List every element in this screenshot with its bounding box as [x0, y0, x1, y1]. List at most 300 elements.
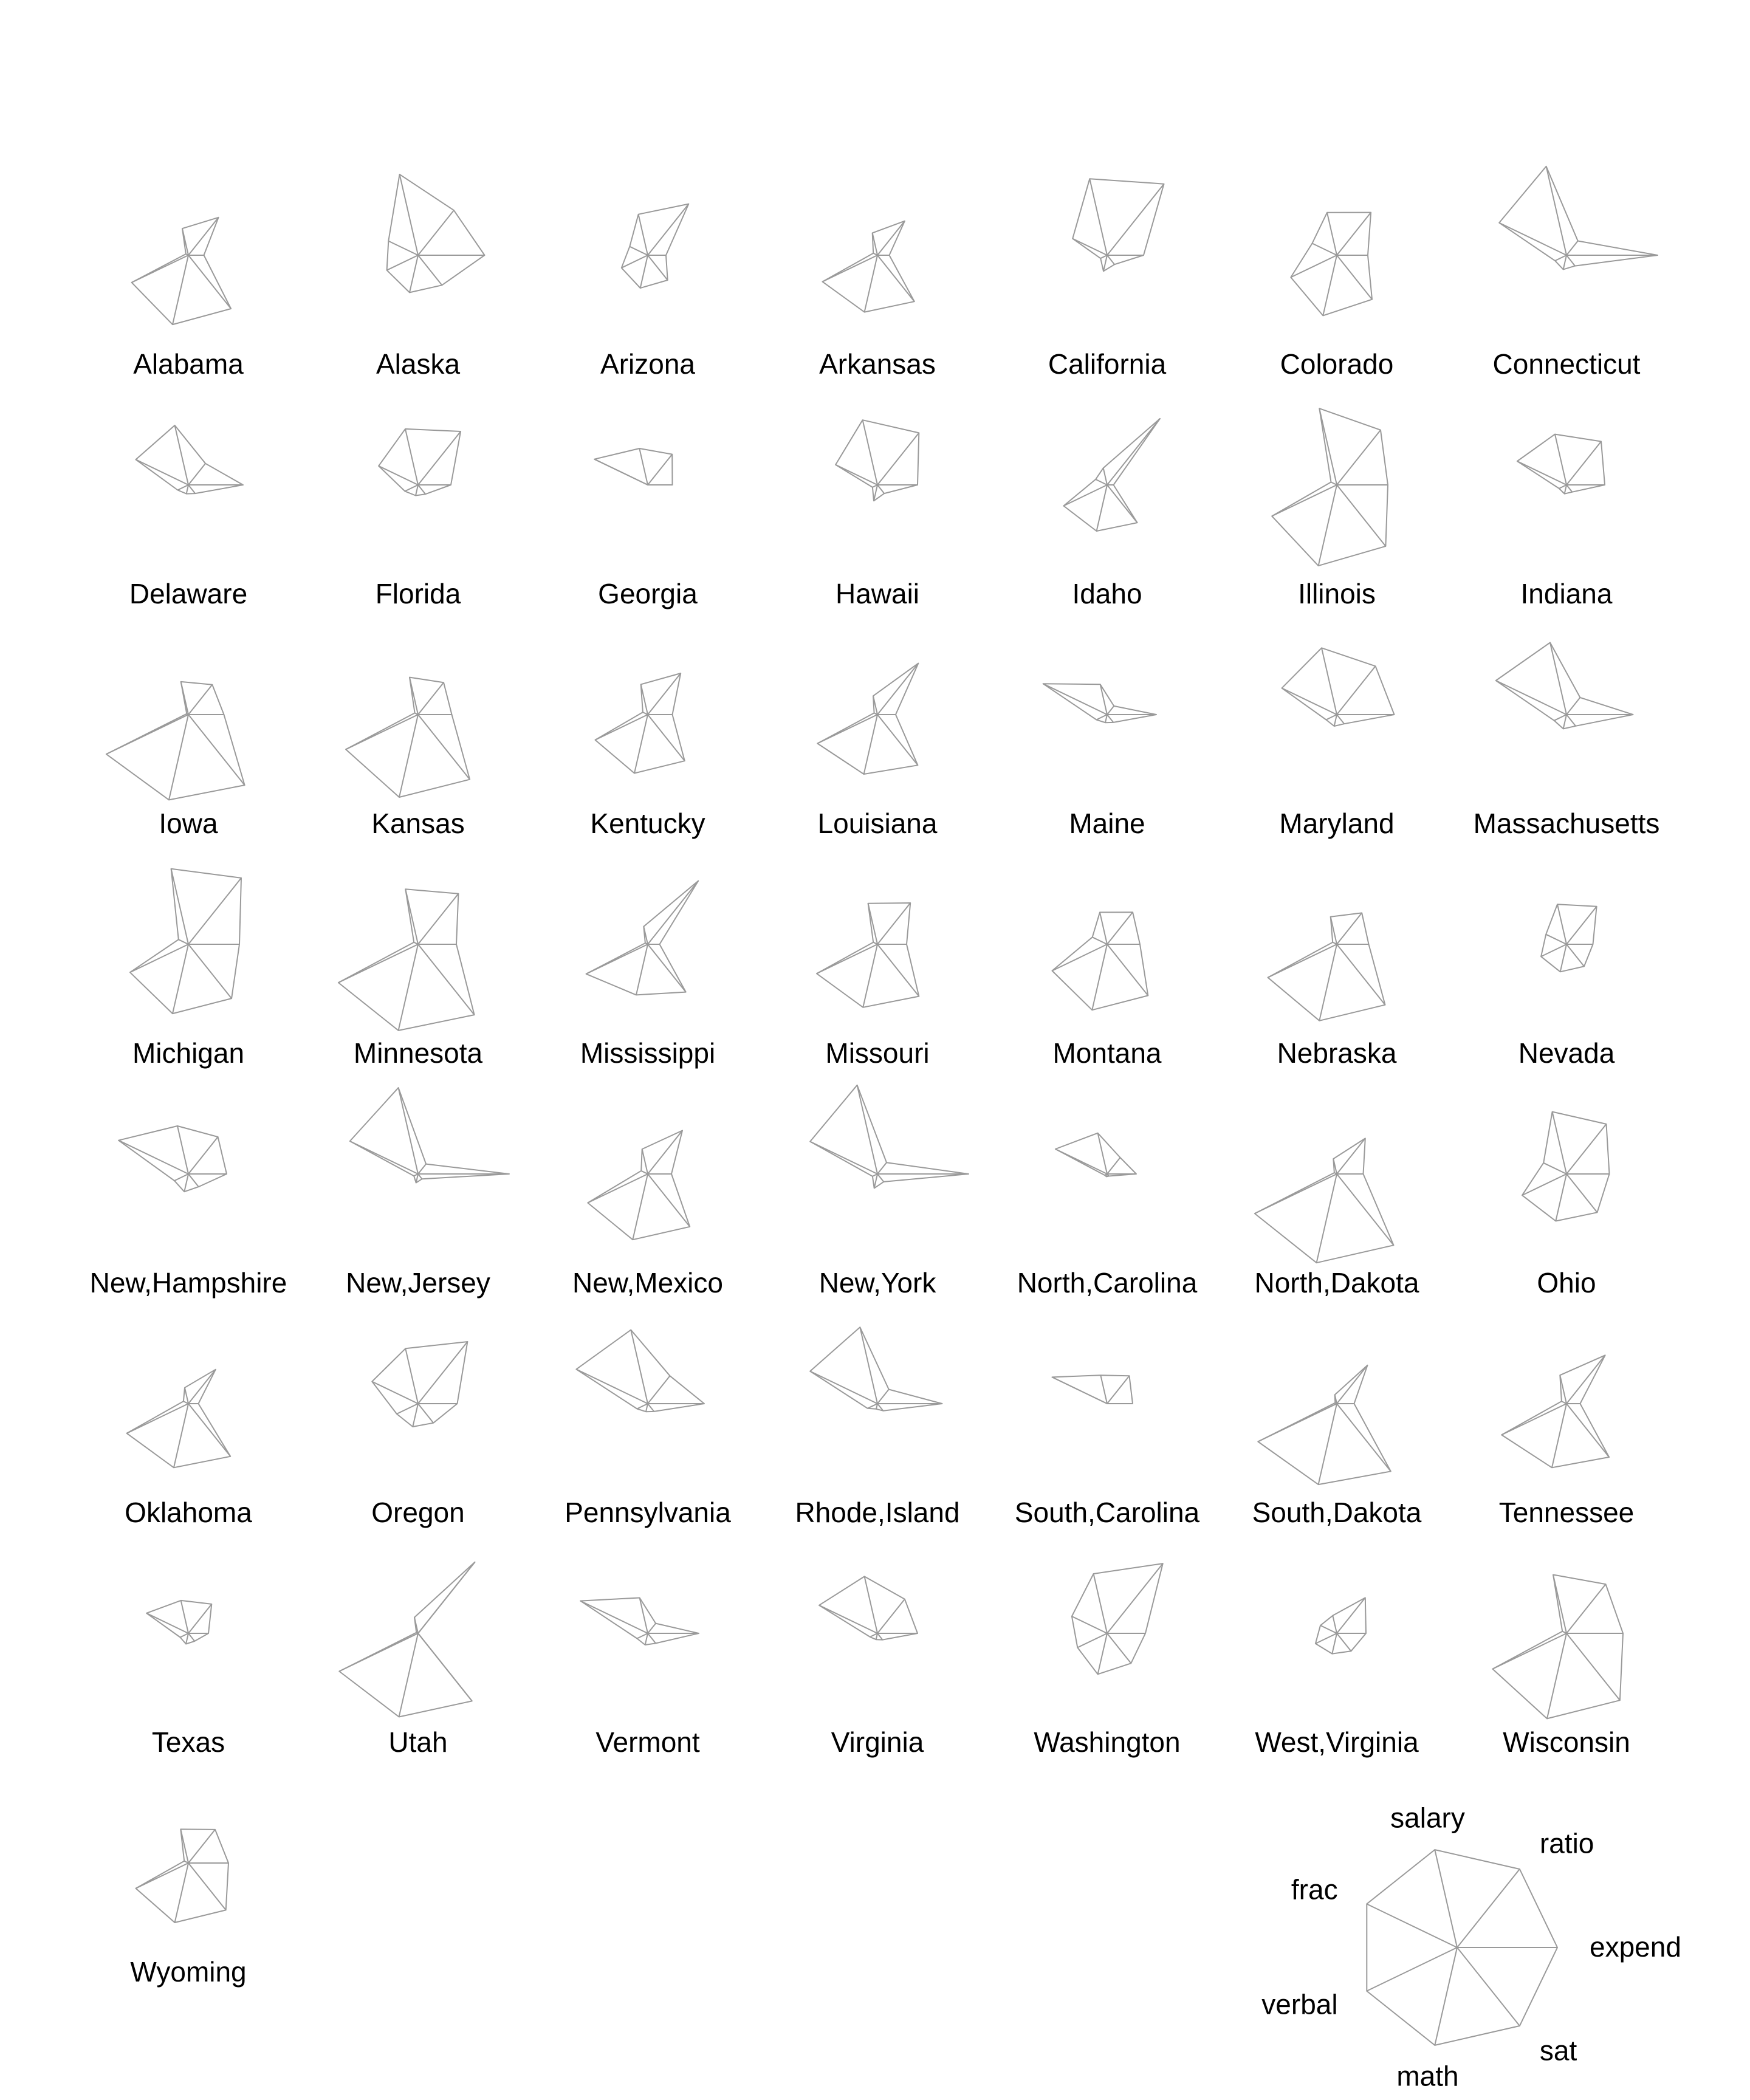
star-outline	[1052, 912, 1148, 1010]
star-spoke	[130, 944, 188, 972]
star-spoke	[877, 255, 914, 301]
star-spoke	[169, 715, 188, 800]
state-label: Utah	[388, 1726, 448, 1758]
star-glyph	[1015, 1375, 1200, 1528]
star-spoke	[1319, 1404, 1337, 1484]
star-glyph	[580, 1598, 700, 1759]
star-spoke	[1103, 468, 1107, 485]
star-spoke	[648, 1174, 690, 1227]
star-spoke	[418, 485, 425, 494]
star-spoke	[379, 466, 418, 485]
star-spoke	[1546, 935, 1566, 944]
star-outline	[339, 1562, 475, 1717]
state-label: Kansas	[371, 808, 465, 839]
star-glyph	[376, 174, 485, 380]
state-label: Kentucky	[590, 808, 705, 839]
star-spoke	[1077, 1633, 1107, 1647]
star-spoke	[1550, 643, 1566, 715]
star-spoke	[1327, 213, 1337, 255]
state-label: Texas	[151, 1726, 225, 1758]
star-spoke	[418, 682, 444, 715]
star-spoke	[1107, 1633, 1131, 1663]
star-spoke	[865, 1576, 877, 1633]
star-outline	[819, 1576, 918, 1639]
key-spoke	[1367, 1904, 1457, 1947]
star-spoke	[1541, 944, 1566, 956]
star-spoke	[188, 1633, 194, 1641]
star-spoke	[118, 1141, 188, 1174]
star-spoke	[1320, 1625, 1337, 1633]
star-spoke	[188, 255, 231, 309]
star-spoke	[1337, 485, 1385, 546]
star-spoke	[1312, 244, 1337, 256]
star-spoke	[188, 1174, 199, 1187]
star-spoke	[648, 255, 668, 280]
star-spoke	[146, 1613, 188, 1633]
star-spoke	[877, 1162, 887, 1174]
star-glyph	[125, 1370, 252, 1528]
star-outline	[586, 881, 699, 995]
star-glyph	[346, 678, 470, 839]
star-spoke	[1501, 1404, 1566, 1435]
star-outline	[810, 1085, 969, 1189]
star-outline	[823, 221, 914, 312]
star-outline	[350, 1088, 509, 1183]
key-label-frac: frac	[1291, 1873, 1338, 1906]
star-spoke	[810, 1142, 877, 1174]
star-glyph	[580, 881, 715, 1069]
star-glyph	[819, 1576, 924, 1758]
star-spoke	[877, 715, 918, 765]
star-spoke	[877, 1633, 882, 1640]
key-spoke	[1367, 1947, 1457, 1991]
star-glyph	[338, 889, 483, 1069]
star-spoke	[1107, 912, 1133, 944]
star-spoke	[1107, 1376, 1130, 1404]
star-spoke	[1316, 1633, 1337, 1644]
star-outline	[1499, 166, 1658, 270]
star-spoke	[185, 1388, 188, 1404]
star-spoke	[399, 715, 418, 797]
star-outline	[595, 673, 685, 774]
star-glyph	[90, 1126, 287, 1299]
star-spoke	[1566, 255, 1575, 266]
state-label: Alaska	[376, 348, 461, 380]
star-outline	[1258, 1365, 1391, 1484]
star-spoke	[1107, 485, 1138, 523]
star-spoke	[418, 1174, 422, 1179]
star-spoke	[1566, 241, 1578, 256]
star-spoke	[418, 715, 470, 780]
star-spoke	[1546, 166, 1566, 255]
star-spoke	[1566, 1584, 1606, 1633]
star-spoke	[1566, 442, 1601, 486]
key-spoke	[1457, 1869, 1520, 1947]
star-glyph	[106, 682, 245, 839]
star-spoke	[188, 878, 241, 944]
state-label: Illinois	[1298, 578, 1376, 609]
star-spoke	[175, 1863, 188, 1923]
star-spoke	[1094, 1574, 1107, 1633]
star-spoke	[174, 1404, 188, 1467]
star-outline	[130, 869, 241, 1014]
star-spoke	[1566, 907, 1597, 944]
star-glyph	[146, 1601, 225, 1758]
star-spoke	[1272, 485, 1337, 516]
star-spoke	[1552, 1404, 1566, 1467]
state-label: Nebraska	[1277, 1037, 1397, 1069]
star-glyph	[590, 673, 705, 839]
star-glyph	[1492, 1575, 1630, 1759]
star-spoke	[418, 1404, 433, 1423]
star-glyph	[594, 448, 698, 609]
star-spoke	[576, 1369, 648, 1404]
key-spoke	[1457, 1947, 1520, 2026]
state-label: Massachusetts	[1473, 808, 1660, 839]
star-outline	[1055, 1133, 1136, 1177]
star-spoke	[418, 1164, 426, 1174]
state-label: Rhode,Island	[795, 1497, 960, 1528]
star-spoke	[642, 1149, 648, 1174]
star-spoke	[1107, 706, 1114, 715]
star-spoke	[188, 464, 205, 485]
state-label: Alabama	[133, 348, 244, 380]
state-label: North,Carolina	[1017, 1267, 1198, 1299]
key-spoke	[1435, 1947, 1457, 2045]
key-label-math: math	[1396, 2060, 1459, 2092]
state-label: Oklahoma	[125, 1497, 252, 1528]
star-spoke	[1560, 944, 1566, 972]
star-spoke	[648, 673, 681, 715]
star-glyph	[1063, 419, 1160, 609]
star-spoke	[819, 1605, 877, 1633]
star-spoke	[648, 455, 672, 485]
star-glyph	[600, 204, 695, 380]
star-outline	[817, 903, 919, 1007]
star-spoke	[1517, 461, 1566, 485]
star-spoke	[418, 255, 442, 285]
state-label: Washington	[1034, 1726, 1181, 1758]
star-spoke	[836, 465, 877, 485]
star-outline	[346, 678, 470, 797]
star-spoke	[1563, 715, 1566, 729]
star-spoke	[127, 1404, 188, 1433]
star-spoke	[1566, 944, 1584, 966]
star-glyph	[836, 420, 919, 609]
star-spoke	[863, 420, 877, 485]
star-glyph	[1043, 684, 1156, 839]
state-label: South,Carolina	[1014, 1497, 1200, 1528]
stars-layer	[90, 166, 1660, 1988]
state-label: Indiana	[1520, 578, 1613, 609]
star-spoke	[1337, 715, 1344, 724]
star-spoke	[1319, 944, 1337, 1021]
star-outline	[1541, 904, 1597, 972]
star-spoke	[405, 485, 418, 491]
star-spoke	[413, 1404, 418, 1427]
star-spoke	[1282, 688, 1337, 715]
star-spoke	[633, 1174, 648, 1240]
state-label: Idaho	[1072, 578, 1142, 609]
star-outline	[1255, 1138, 1394, 1263]
star-spoke	[188, 1863, 226, 1910]
star-spoke	[1093, 937, 1107, 944]
star-spoke	[177, 1126, 188, 1174]
state-label: Minnesota	[353, 1037, 483, 1069]
star-spoke	[388, 241, 418, 255]
star-spoke	[405, 429, 418, 485]
star-spoke	[631, 1330, 648, 1404]
star-spoke	[640, 255, 648, 288]
star-glyph	[1034, 1563, 1180, 1758]
star-spoke	[418, 431, 461, 485]
star-spoke	[188, 715, 245, 785]
star-glyph	[1048, 179, 1167, 380]
star-spoke	[810, 1371, 877, 1404]
star-spoke	[188, 1404, 230, 1457]
star-spoke	[1107, 1158, 1120, 1174]
star-spoke	[1337, 255, 1372, 300]
star-spoke	[188, 1137, 218, 1174]
star-spoke	[1554, 715, 1566, 721]
star-spoke	[136, 459, 189, 485]
star-spoke	[648, 944, 686, 992]
star-glyph	[1017, 1133, 1198, 1299]
star-spoke	[1107, 184, 1164, 255]
key-label-verbal: verbal	[1261, 1988, 1338, 2020]
key-label-sat: sat	[1539, 2034, 1577, 2067]
star-glyph	[1268, 913, 1397, 1069]
state-label: North,Dakota	[1254, 1267, 1419, 1299]
star-outline	[146, 1601, 211, 1644]
star-spoke	[188, 1370, 216, 1404]
state-label: Michigan	[132, 1037, 245, 1069]
star-spoke	[860, 1327, 877, 1404]
star-spoke	[630, 247, 648, 255]
star-spoke	[1097, 485, 1107, 531]
star-outline	[379, 429, 461, 496]
state-label: Ohio	[1537, 1267, 1596, 1299]
star-outline	[1063, 419, 1160, 531]
star-spoke	[1322, 648, 1337, 715]
star-spoke	[1337, 944, 1385, 1005]
star-spoke	[648, 1633, 656, 1643]
star-glyph	[1499, 1355, 1635, 1528]
star-glyph	[1518, 904, 1615, 1069]
star-spoke	[864, 715, 877, 774]
star-glyph	[1517, 434, 1613, 609]
star-spoke	[1557, 904, 1566, 944]
state-label: Nevada	[1518, 1037, 1615, 1069]
star-spoke	[188, 1830, 215, 1863]
star-glyph	[572, 1131, 723, 1299]
star-spoke	[400, 174, 418, 255]
star-spoke	[1337, 1138, 1365, 1174]
star-spoke	[580, 1601, 648, 1633]
star-glyph	[564, 1330, 731, 1528]
star-glyph	[130, 869, 244, 1069]
star-glyph	[1272, 408, 1388, 609]
star-spoke	[636, 944, 648, 995]
state-label: Hawaii	[835, 578, 920, 609]
star-spoke	[1566, 715, 1576, 726]
star-spoke	[1556, 1174, 1566, 1221]
state-label: New,York	[818, 1267, 936, 1299]
state-label: Iowa	[159, 808, 218, 839]
star-spoke	[405, 1348, 418, 1404]
star-spoke	[410, 255, 418, 292]
star-spoke	[1337, 1633, 1351, 1651]
state-label: Florida	[375, 578, 461, 609]
star-spoke	[397, 1404, 418, 1414]
state-label: Georgia	[598, 578, 698, 609]
star-outline	[132, 218, 231, 324]
star-spoke	[1337, 1174, 1394, 1245]
star-spoke	[1319, 485, 1337, 566]
state-label: Maine	[1069, 808, 1145, 839]
star-glyph	[339, 1562, 475, 1758]
star-glyph	[1252, 1365, 1422, 1528]
star-spoke	[1319, 408, 1337, 485]
star-spoke	[1100, 1375, 1107, 1404]
state-label: Oregon	[371, 1497, 465, 1528]
state-label: California	[1048, 348, 1167, 380]
key-star	[1261, 1802, 1681, 2092]
star-spoke	[1107, 255, 1114, 264]
star-spoke	[1332, 1633, 1337, 1654]
state-label: Louisiana	[817, 808, 938, 839]
star-spoke	[1337, 1365, 1368, 1404]
star-spoke	[1337, 1404, 1391, 1471]
star-spoke	[171, 869, 188, 944]
star-spoke	[1496, 681, 1566, 715]
star-outline	[594, 448, 672, 485]
star-outline	[106, 682, 245, 800]
star-glyph	[346, 1088, 509, 1299]
star-outline	[836, 420, 919, 501]
star-spoke	[188, 1604, 211, 1633]
star-glyph	[1280, 213, 1394, 380]
star-spoke	[1566, 698, 1580, 715]
star-spoke	[173, 255, 188, 324]
state-label: Connecticut	[1492, 348, 1641, 380]
state-label: Wisconsin	[1503, 1726, 1630, 1758]
state-label: Wyoming	[130, 1956, 247, 1988]
star-spoke	[1566, 1174, 1597, 1212]
star-spoke	[1098, 1133, 1107, 1174]
star-spoke	[1100, 912, 1107, 944]
state-label: South,Dakota	[1252, 1497, 1422, 1528]
star-spoke	[1337, 913, 1362, 944]
star-spoke	[1337, 213, 1371, 255]
star-spoke	[1072, 239, 1107, 255]
star-spoke	[639, 214, 648, 255]
star-outline	[588, 1131, 690, 1240]
star-spoke	[1553, 1112, 1566, 1174]
star-spoke	[1317, 1174, 1337, 1263]
star-glyph	[130, 1829, 246, 1988]
key-label-ratio: ratio	[1539, 1827, 1594, 1859]
star-outline	[127, 1370, 231, 1468]
star-spoke	[1096, 479, 1107, 485]
star-outline	[1291, 213, 1372, 316]
state-label: Arizona	[600, 348, 695, 380]
state-label: New,Jersey	[346, 1267, 490, 1299]
star-spoke	[1107, 715, 1113, 722]
star-spoke	[188, 685, 212, 715]
star-spoke	[387, 255, 418, 270]
state-label: Missouri	[825, 1037, 930, 1069]
star-spoke	[877, 1174, 884, 1182]
star-glyph	[817, 664, 938, 839]
star-glyph	[810, 1085, 969, 1299]
star-spoke	[1107, 944, 1148, 995]
star-spoke	[418, 894, 458, 944]
star-spoke	[1072, 1616, 1107, 1633]
star-glyph	[795, 1327, 959, 1528]
star-glyph	[819, 221, 936, 380]
star-spoke	[588, 1174, 648, 1203]
star-spoke	[648, 1404, 654, 1412]
star-spoke	[877, 1599, 905, 1633]
star-spoke	[1098, 1633, 1107, 1674]
star-spoke	[1337, 430, 1381, 485]
star-spoke	[1089, 179, 1107, 255]
star-outline	[1272, 408, 1388, 566]
state-label: Delaware	[129, 578, 248, 609]
state-label: Colorado	[1280, 348, 1394, 380]
star-spoke	[863, 944, 877, 1007]
star-spoke	[418, 210, 454, 255]
star-spoke	[595, 715, 648, 740]
star-spoke	[399, 1088, 418, 1174]
state-label: Vermont	[595, 1726, 700, 1758]
state-label: Arkansas	[819, 348, 936, 380]
star-outline	[118, 1126, 227, 1192]
star-spoke	[639, 448, 648, 485]
star-glyph	[1522, 1112, 1610, 1299]
star-spoke	[648, 881, 698, 944]
state-label: Montana	[1052, 1037, 1162, 1069]
star-spoke	[1547, 1633, 1566, 1718]
star-outline	[372, 1342, 467, 1427]
star-spoke	[877, 903, 910, 944]
star-spoke	[399, 944, 418, 1031]
state-label: Maryland	[1279, 808, 1395, 839]
star-spoke	[1566, 1404, 1609, 1457]
star-spoke	[1337, 666, 1376, 715]
star-outline	[1072, 179, 1164, 271]
star-spoke	[1555, 255, 1566, 261]
star-glyph	[129, 425, 247, 609]
star-outline	[1052, 1375, 1133, 1404]
state-label: West,Virginia	[1255, 1726, 1419, 1758]
star-spoke	[634, 715, 648, 774]
state-label: New,Mexico	[572, 1267, 723, 1299]
star-spoke	[1566, 1633, 1620, 1700]
star-glyph	[132, 218, 244, 380]
star-outline	[1268, 913, 1385, 1020]
state-label: New,Hampshire	[89, 1267, 287, 1299]
star-spoke	[188, 218, 219, 255]
star-spoke	[173, 944, 188, 1014]
star-spoke	[648, 1624, 656, 1633]
star-glyph	[1474, 643, 1660, 840]
star-outline	[338, 889, 475, 1031]
star-spoke	[1555, 434, 1566, 485]
star-spoke	[1333, 1616, 1337, 1633]
star-outline	[136, 1829, 229, 1923]
